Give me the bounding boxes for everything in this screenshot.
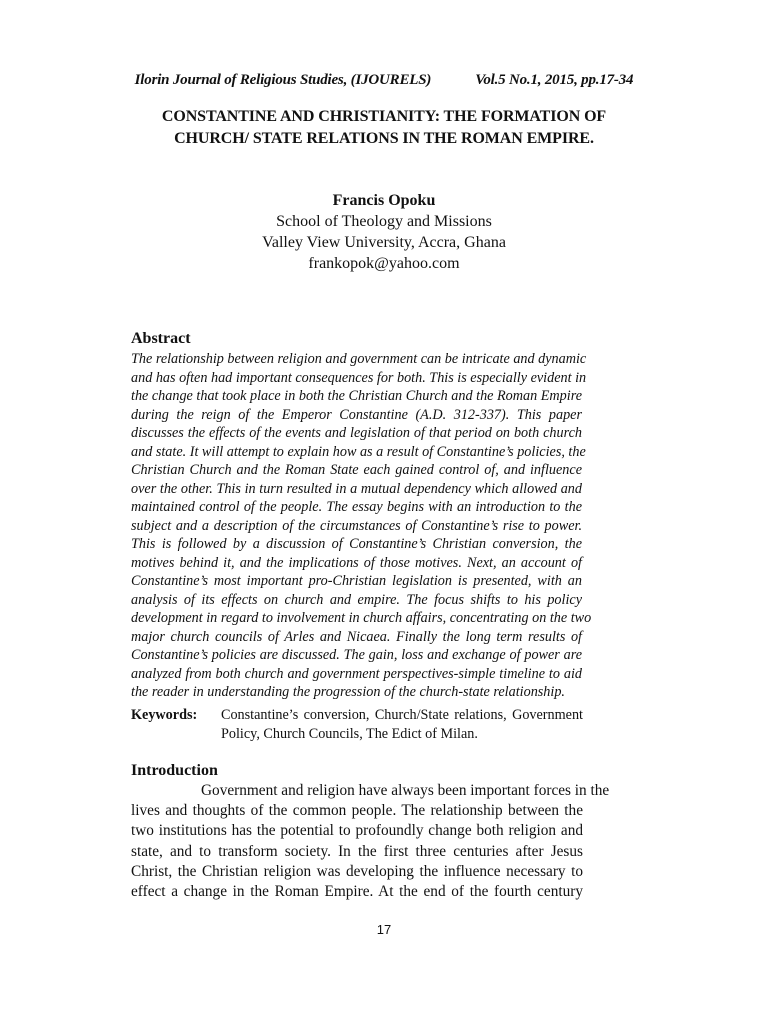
author-email: frankopok@yahoo.com bbox=[308, 255, 460, 272]
intro-line: two institutions has the potential to profoundly change both religion and bbox=[131, 822, 583, 840]
abstract-line: discusses the effects of the events and legislation of that period on both church bbox=[131, 425, 582, 441]
intro-line: Christ, the Christian religion was developing the influence necessary to bbox=[131, 862, 583, 880]
abstract-line: over the other. This in turn resulted in a mutual dependency which allowed and bbox=[131, 480, 582, 497]
abstract-line: Christian Church and the Roman State each gained control of, and influence bbox=[131, 462, 582, 478]
abstract-line: The relationship between religion and government can be intricate and dynamic bbox=[131, 351, 587, 367]
abstract-line: during the reign of the Emperor Constantine (A.D. 312-337). This paper bbox=[131, 406, 582, 423]
page-number: 17 bbox=[376, 922, 392, 937]
abstract-line: Constantine’s most important pro-Christian legislation is presented, with an bbox=[131, 573, 582, 589]
article-title bbox=[110, 106, 658, 150]
abstract-line: analyzed from both church and government perspectives-simple timeline to aid bbox=[131, 665, 582, 682]
abstract-line: Constantine’s policies are discussed. The gain, loss and exchange of power are bbox=[131, 647, 582, 663]
keywords-text bbox=[221, 706, 583, 744]
introduction-body bbox=[131, 781, 610, 902]
abstract-line: maintained control of the people. The essay begins with an introduction to the bbox=[131, 499, 582, 515]
intro-line: effect a change in the Roman Empire. At the end of the fourth century bbox=[131, 882, 583, 900]
author-institution: Valley View University, Accra, Ghana bbox=[262, 234, 506, 251]
author-name: Francis Opoku bbox=[332, 192, 436, 209]
journal-name: Ilorin Journal of Religious Studies, (IJOURELS) bbox=[134, 72, 432, 88]
intro-line: lives and thoughts of the common people. The relationship between the bbox=[131, 802, 583, 820]
abstract-line: analysis of its effects on church and empire. The focus shifts to his policy bbox=[131, 591, 582, 608]
title-line: CONSTANTINE AND CHRISTIANITY: THE FORMATION OF bbox=[161, 108, 607, 125]
abstract-body bbox=[131, 350, 592, 702]
keywords-line: Constantine’s conversion, Church/State relations, Government bbox=[221, 707, 583, 723]
abstract-line: the change that took place in both the Christian Church and the Roman Empire bbox=[131, 388, 582, 404]
abstract-line: and has often had important consequences for both. This is especially evident in bbox=[131, 369, 587, 386]
running-header bbox=[0, 72, 768, 89]
intro-line: state, and to transform society. In the first three centuries after Jesus bbox=[131, 842, 583, 860]
keywords-line: Policy, Church Councils, The Edict of Milan. bbox=[221, 726, 478, 742]
abstract-line: This is followed by a discussion of Constantine’s Christian conversion, the bbox=[131, 536, 582, 552]
abstract-line: motives behind it, and the implications of those motives. Next, an account of bbox=[131, 554, 582, 571]
intro-line: Government and religion have always been important forces in the bbox=[201, 782, 610, 799]
abstract-line: and state. It will attempt to explain how as a result of Constantine’s policies, the bbox=[131, 443, 586, 460]
keywords-label: Keywords: bbox=[131, 707, 198, 723]
author-affiliation: School of Theology and Missions bbox=[276, 213, 492, 230]
title-line: CHURCH/ STATE RELATIONS IN THE ROMAN EMPIRE. bbox=[174, 130, 594, 147]
abstract-line: major church councils of Arles and Nicaea. Finally the long term results of bbox=[131, 628, 582, 645]
abstract-line: the reader in understanding the progression of the church-state relationship. bbox=[131, 684, 565, 700]
introduction-heading: Introduction bbox=[131, 762, 218, 779]
abstract-line: development in regard to involvement in church affairs, concentrating on the two bbox=[131, 610, 592, 626]
abstract-line: subject and a description of the circumstances of Constantine’s rise to power. bbox=[131, 517, 582, 534]
abstract-heading: Abstract bbox=[131, 330, 191, 347]
volume-info: Vol.5 No.1, 2015, pp.17-34 bbox=[475, 72, 634, 88]
author-block bbox=[0, 190, 768, 274]
